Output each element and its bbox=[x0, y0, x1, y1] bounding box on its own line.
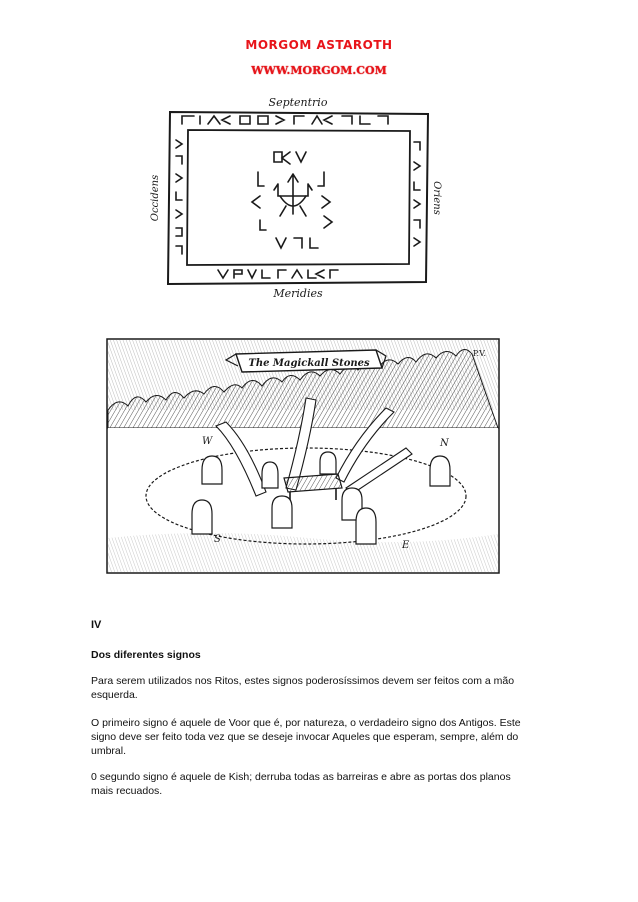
magickall-stones-illustration bbox=[106, 338, 500, 574]
section-number: IV bbox=[91, 619, 102, 631]
label-septentrio: Septentrio bbox=[268, 96, 328, 109]
compass-s: S bbox=[214, 534, 221, 545]
paragraph-1: Para serem utilizados nos Ritos, estes signos poderosíssimos devem ser feitos com a mão esquerda. bbox=[91, 675, 515, 701]
paragraph-2: O primeiro signo é aquele de Voor que é, por natureza, o verdadeiro signo dos Antigos. Este signo deve ser feito toda vez que se deseje invocar Aqueles que esperam, sempre, além do umbral. bbox=[91, 717, 521, 757]
stones-banner-text: The Magickall Stones bbox=[248, 358, 370, 369]
compass-n: N bbox=[440, 438, 449, 449]
label-occidens: Occidens bbox=[150, 174, 161, 222]
compass-w: W bbox=[202, 436, 213, 447]
label-meridies: Meridies bbox=[273, 287, 323, 300]
compass-e: E bbox=[402, 540, 410, 551]
stones-drawing bbox=[106, 338, 500, 574]
paragraph-3: 0 segundo signo é aquele de Kish; derruba todas as barreiras e abre as portas dos planos mais recuados. bbox=[91, 771, 511, 797]
sigil-figure bbox=[148, 92, 442, 300]
section-title: Dos diferentes signos bbox=[91, 649, 201, 661]
site-url[interactable]: WWW.MORGOM.COM bbox=[251, 64, 387, 77]
stones-corner-mark: P.V. bbox=[472, 349, 486, 358]
site-title: MORGOM ASTAROTH bbox=[245, 38, 393, 52]
sigil-drawing bbox=[148, 92, 442, 300]
label-oriens: Oriens bbox=[431, 181, 442, 215]
